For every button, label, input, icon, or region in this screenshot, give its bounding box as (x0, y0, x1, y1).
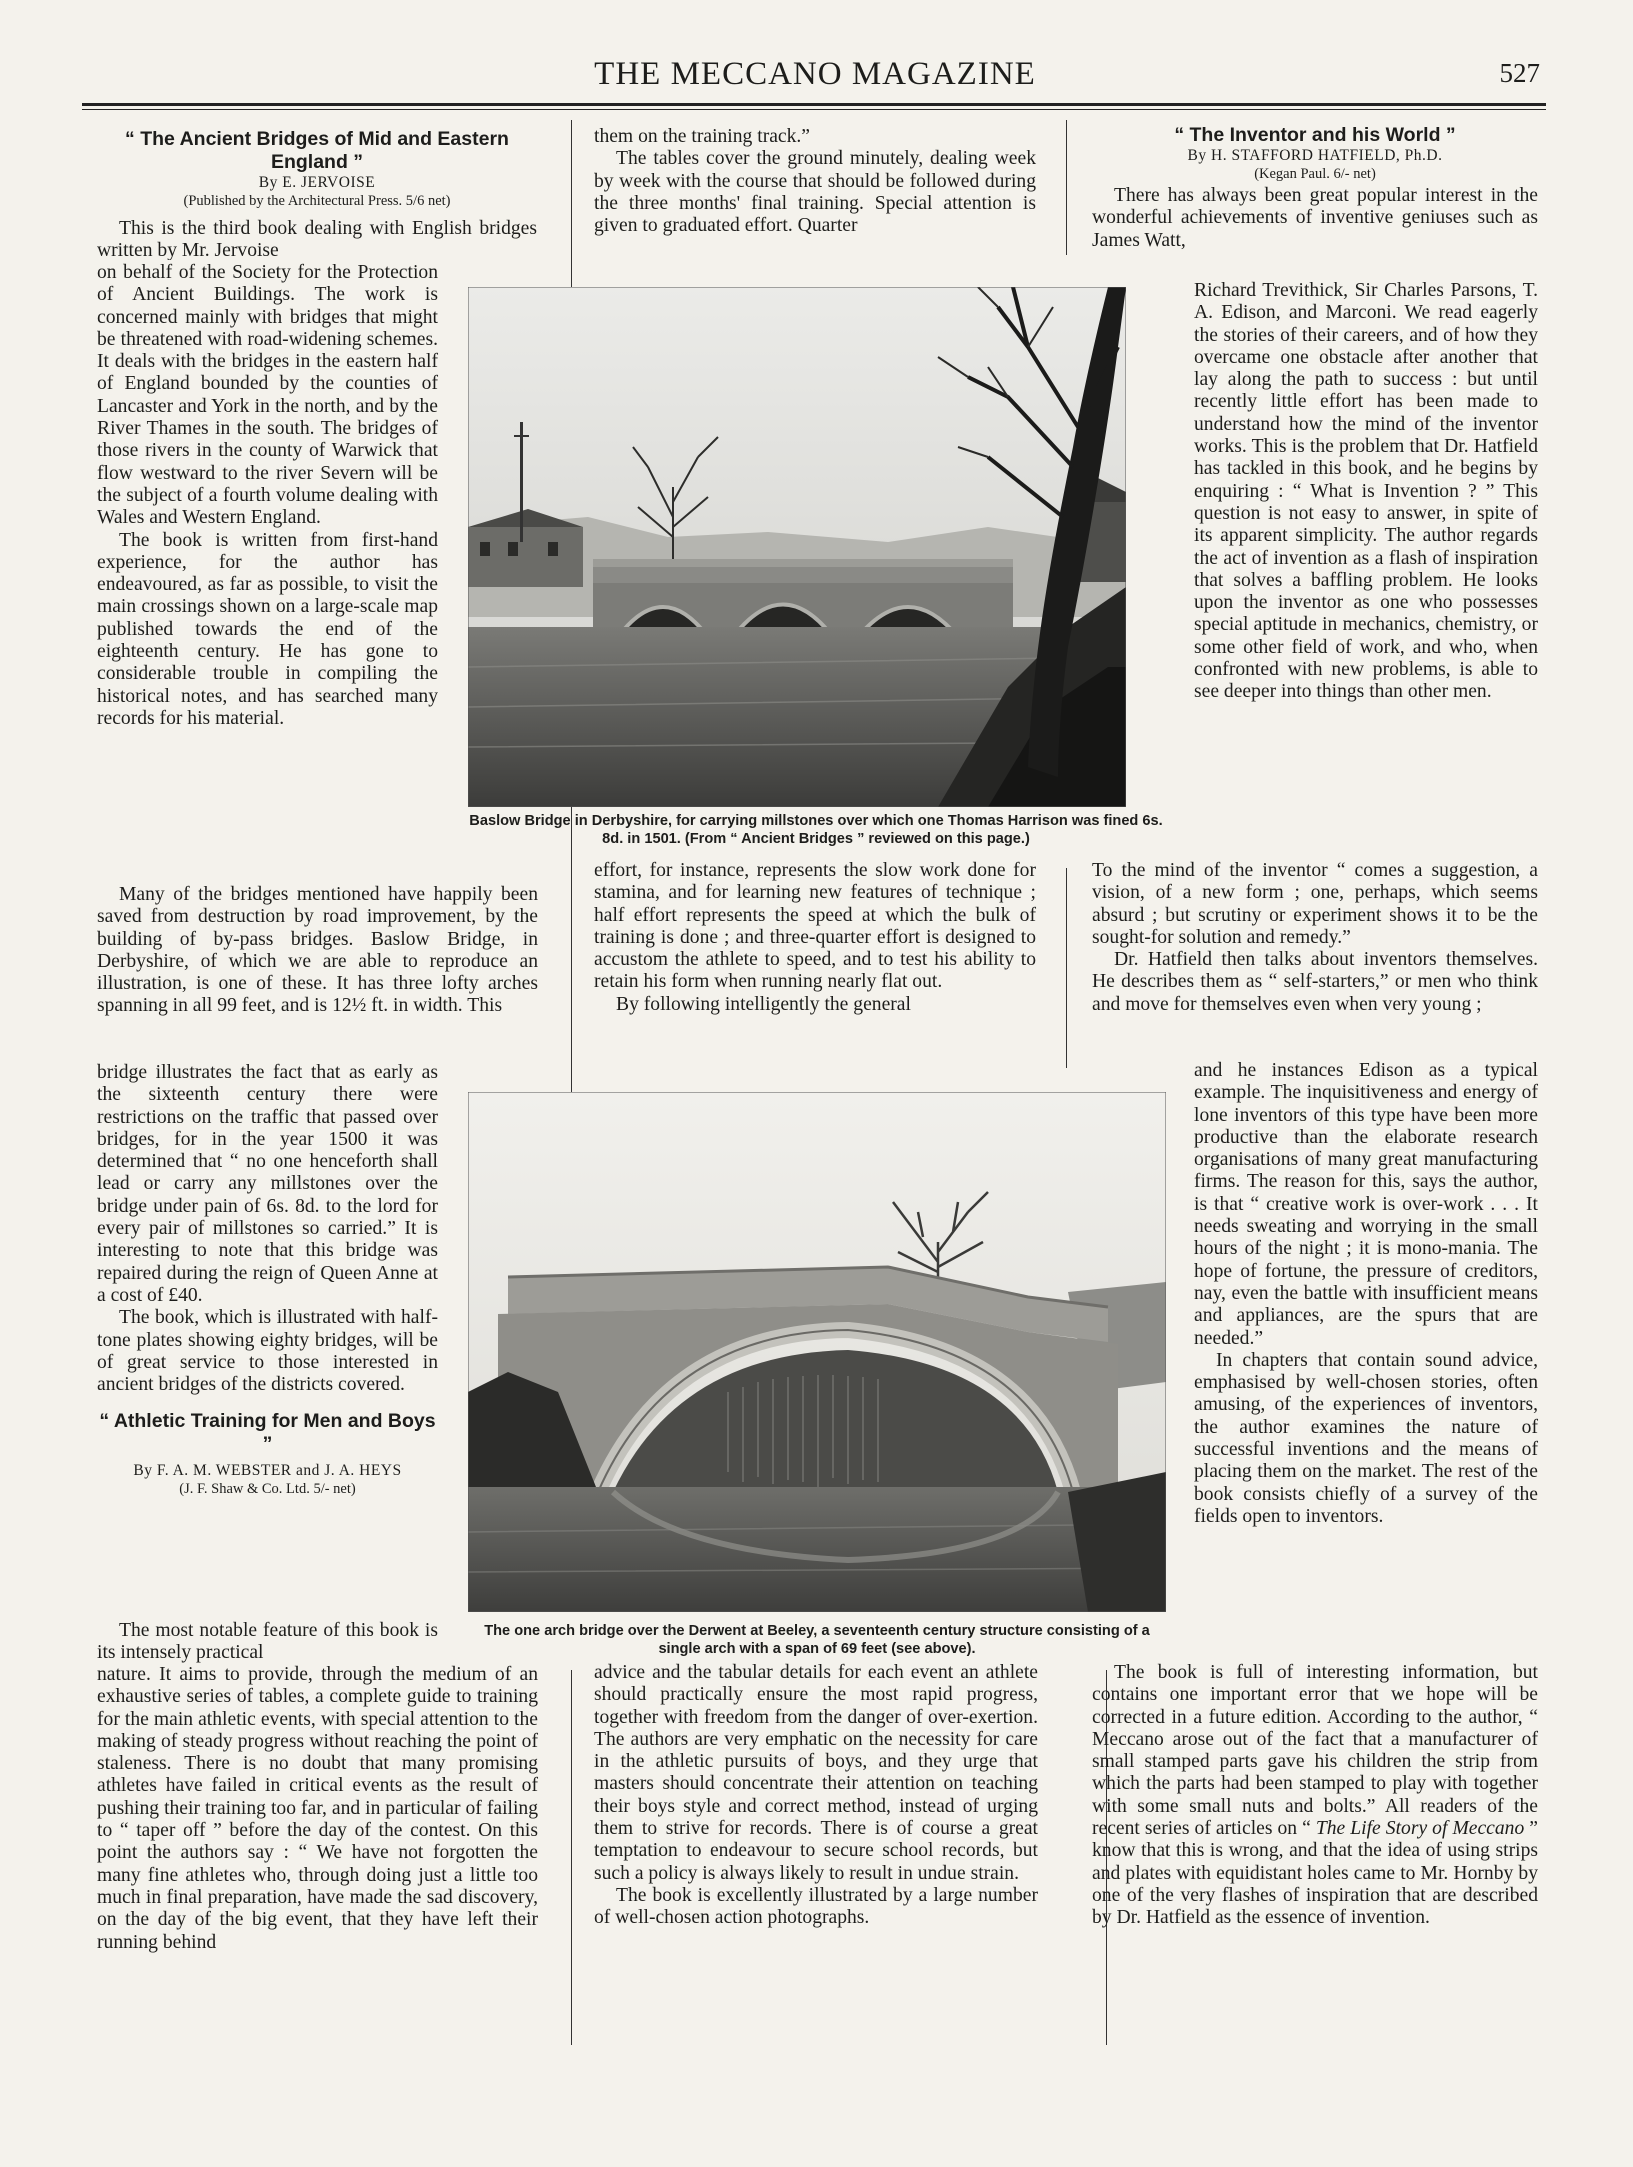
review-title: “ Athletic Training for Men and Boys ” (99, 1410, 436, 1456)
review-title: “ The Inventor and his World ” (1174, 124, 1456, 146)
header-rule (82, 103, 1546, 106)
paragraph: and he instances Edison as a typical example. The inquisitiveness and energy of lone inventors of this type have been more productive than the elaborate research organisations of many great manufacturing firms. The reason for this, says the author, is that “ creative work is over-work . . . It needs sweating and worrying in the small hours of the night ; it is mono-mania. The hope of fortune, the pressure of creditors, nay, even the battle with insufficient means and appliances, are the spurs that are needed.” (1194, 1060, 1538, 1349)
paragraph: Richard Trevithick, Sir Charles Parsons, T. A. Edison, and Marconi. We read eagerly the stories of their careers, and of how they overcame one obstacle after another that lay along the path to success : but until recently little effort has been made to understand how the mind of the inventor works. This is the problem that Dr. Hatfield has tackled in this book, and he begins by enquiring : “ What is Invention ? ” This question is not easy to answer, in spite of its apparent simplicity. The author regards the act of invention as a flash of inspiration that solves a baffling problem. He looks upon the inventor as one who possesses special aptitude in mechanics, chemistry, or some other field of work, and who, when confronted with new problems, is able to see deeper into things than other men. (1194, 280, 1538, 703)
page-header (80, 56, 1550, 100)
text-run: ” know that this is wrong, and that the idea of using strips and plates with equidistant holes came to Mr. Hornby by one of the very flashes of inspiration that are described by Dr. Hatfield as the essence of invention. (1092, 1818, 1538, 1929)
review-title: “ The Ancient Bridges of Mid and Eastern England ” (125, 128, 509, 173)
photo-beeley-bridge (468, 1092, 1166, 1612)
paragraph: There has always been great popular interest in the wonderful achievements of inventive geniuses such as James Watt, (1092, 185, 1538, 251)
paragraph: bridge illustrates the fact that as early as the sixteenth century there were restrictions on the traffic that passed over bridges, for in the year 1500 it was determined that “ no one henceforth shall lead or carry any millstones over the bridge under pain of 6s. 8d. to the lord for every pair of millstones so carried.” It is interesting to note that this bridge was repaired during the reign of Queen Anne at a cost of £40. (97, 1062, 438, 1306)
paragraph: on behalf of the Society for the Protection of Ancient Buildings. The work is concerned mainly with bridges that might be threatened with road-widening schemes. It deals with the bridges in the eastern half of England bounded by the counties of Lancaster and York in the north, and by the River Thames in the south. The bridges of those rivers in the county of Warwick that flow westward to the river Severn will be the subject of a fourth volume dealing with Wales and Western England. (97, 262, 438, 529)
baslow-bridge-image (468, 287, 1126, 807)
text-run: The book is full of interesting information, but contains one important error that we hope will be corrected in a future edition. According to the author, “ Meccano arose out of the fact that a manufacturer of small stamped parts gave his children the strip from which the parts had been stamped to play with together with some small nuts and bolts.” All readers of the recent series of articles on “ (1092, 1662, 1538, 1840)
paragraph: nature. It aims to provide, through the medium of an exhaustive series of tables, a complete guide to training for the main athletic events, with special attention to the making of steady progress without reaching the point of staleness. There is no doubt that many promising athletes have failed in critical events as the result of pushing their training too far, and in particular of failing to “ taper off ” before the day of the contest. On this point the authors say : “ We have not forgotten the many fine athletes who, through doing just a little too much in final preparation, have made the sad discovery, on the day of the big event, that they have left their running behind (97, 1664, 538, 1953)
photo-caption-baslow: Baslow Bridge in Derbyshire, for carrying millstones over which one Thomas Harrison was fined 6s. 8d. in 1501. (From “ Ancient Bridges ” reviewed on this page.) (469, 813, 1163, 847)
photo-baslow-bridge (468, 287, 1126, 807)
paragraph: By following intelligently the general (616, 993, 911, 1015)
column-divider (571, 1670, 572, 2045)
paragraph: The most notable feature of this book is its intensely practical (97, 1620, 438, 1664)
paragraph: Many of the bridges mentioned have happily been saved from destruction by road improvement, by the building of by-pass bridges. Baslow Bridge, in Derbyshire, of which we are able to reproduce an illustration, is one of these. It has three lofty arches spanning in all 99 feet, and is 12½ ft. in width. This (97, 884, 538, 1017)
beeley-bridge-image (468, 1092, 1166, 1612)
photo-caption-beeley: The one arch bridge over the Derwent at Beeley, a seventeenth century structure consisting of a single arch with a span of 69 feet (see above). (484, 1623, 1150, 1657)
review-athletic-continued (594, 126, 1036, 237)
review-byline: By F. A. M. WEBSTER and J. A. HEYS (133, 1462, 402, 1480)
review-ancient-bridges-body-2 (97, 884, 538, 1018)
magazine-title: THE MECCANO MAGAZINE (594, 56, 1036, 92)
review-inventor-body-3 (1194, 1060, 1538, 1528)
review-publisher: (Published by the Architectural Press. 5/6 net) (183, 193, 451, 209)
review-inventor-body (1194, 280, 1538, 704)
review-publisher: (J. F. Shaw & Co. Ltd. 5/- net) (179, 1481, 356, 1498)
paragraph: In chapters that contain sound advice, emphasised by well-chosen stories, often amusing, of the experiences of inventors, the author examines the nature of successful inventions and the means of placing them on the market. The rest of the book consists chiefly of a survey of the fields open to inventors. (1194, 1349, 1538, 1527)
review-inventor-body-2 (1092, 860, 1538, 1016)
paragraph (1092, 1662, 1538, 1930)
paragraph: The book is excellently illustrated by a large number of well-chosen action photographs. (594, 1884, 1038, 1929)
page-number: 527 (1499, 58, 1540, 88)
review-athletic-continued-2 (594, 860, 1036, 1016)
review-byline: By H. STAFFORD HATFIELD, Ph.D. (1187, 147, 1443, 164)
column-divider (1066, 868, 1067, 1068)
header-rule-thin (82, 109, 1546, 110)
paragraph: To the mind of the inventor “ comes a suggestion, a vision, of a new form ; one, perhaps, which seems absurd ; but scrutiny or experiment shows it to be the sought-for solution and remedy.” (1092, 860, 1538, 948)
review-athletic-continued-3 (594, 1662, 1038, 1930)
review-ancient-bridges-body (97, 262, 438, 730)
paragraph: Dr. Hatfield then talks about inventors themselves. He describes them as “ self-starters,” or men who think and move for themselves even when very young ; (1092, 949, 1538, 1015)
column-divider (1066, 120, 1067, 255)
review-paragraph-wide (97, 218, 537, 260)
paragraph: The tables cover the ground minutely, dealing week by week with the course that should be followed during the three months' final training. Special attention is given to graduated effort. Quarter (594, 148, 1036, 237)
review-publisher: (Kegan Paul. 6/- net) (1254, 166, 1376, 182)
review-ancient-bridges (97, 128, 537, 212)
review-inventor-body-4 (1092, 1662, 1538, 1930)
paragraph: advice and the tabular details for each event an athlete should practically ensure the most rapid progress, together with freedom from the danger of over-exertion. The authors are very emphatic on the necessity for care in the athletic pursuits of boys, and they urge that masters should concentrate their attention on teaching their boys style and correct method, instead of urging them to strive for records. There is of course a great temptation to endeavour to secure school records, but such a policy is always likely to result in undue strain. (594, 1662, 1038, 1884)
paragraph: The book, which is illustrated with half-tone plates showing eighty bridges, will be of great service to those interested in ancient bridges of the districts covered. (97, 1307, 438, 1396)
article-series-title: The Life Story of Meccano (1315, 1818, 1525, 1840)
review-byline: By E. JERVOISE (258, 174, 376, 191)
review-athletic-body-intro (97, 1620, 438, 1665)
paragraph: This is the third book dealing with English bridges written by Mr. Jervoise (97, 218, 537, 260)
paragraph: The book is written from first-hand experience, for the author has endeavoured, as far as possible, to visit the main crossings shown on a large-scale map published towards the end of the eighteenth century. He has gone to considerable trouble in compiling the historical notes, and has searched many records for his material. (97, 529, 438, 729)
review-inventor (1092, 124, 1538, 252)
paragraph: effort, for instance, represents the slow work done for stamina, and for learning new features of technique ; half effort represents the speed at which the bulk of training is done ; and three-quarter effort is designed to accustom the athlete to speed, and to test his ability to retain his form when running nearly flat out. (594, 860, 1036, 993)
paragraph: them on the training track.” (594, 126, 811, 147)
review-athletic-body (97, 1664, 538, 1954)
review-ancient-bridges-body-3 (97, 1062, 438, 1500)
